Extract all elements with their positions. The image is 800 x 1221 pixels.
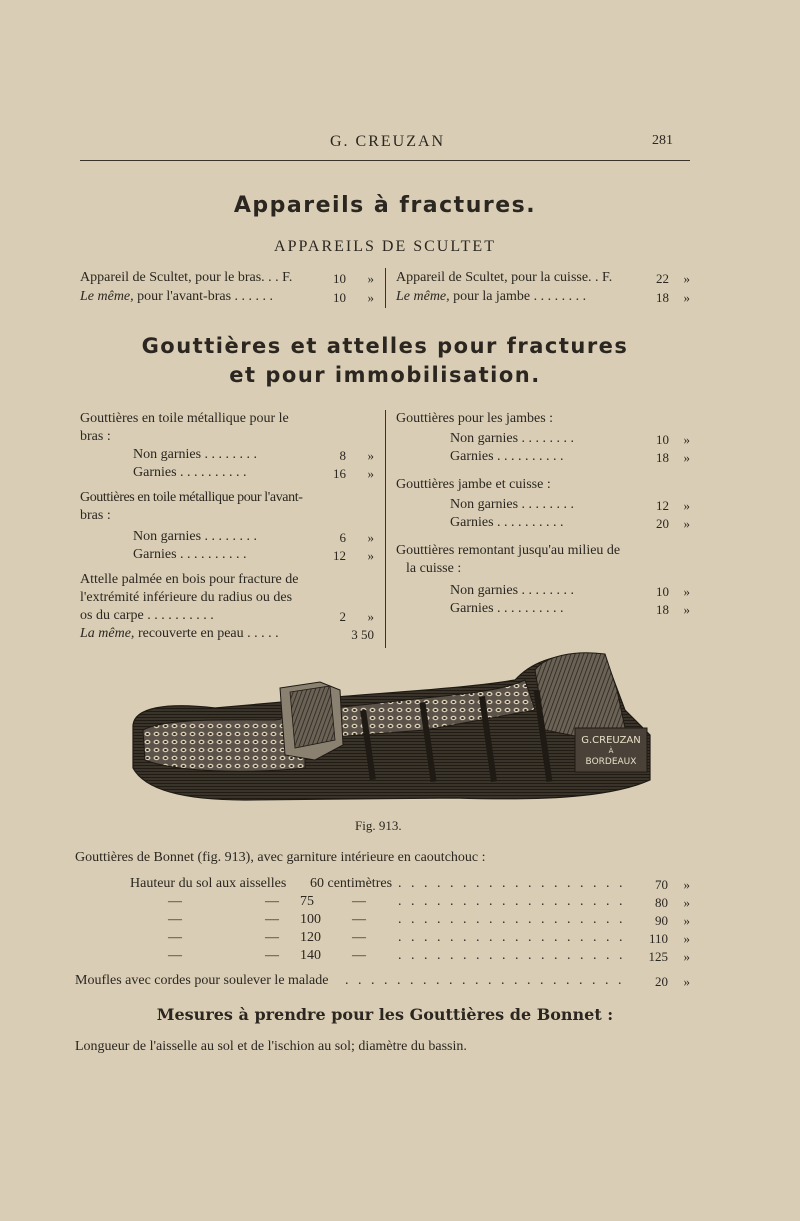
figure-caption: Fig. 913. — [355, 818, 402, 833]
g3-line2: l'extrémité inférieure du radius ou des — [80, 590, 293, 605]
bonnet-row5-price: 125 — [648, 949, 668, 964]
g2-non-garnies-label: Non garnies . . . . . . . . — [133, 529, 258, 544]
moufles-unit: » — [683, 974, 690, 989]
section-title-appareils: Appareils à fractures. — [233, 193, 537, 218]
scultet-avant-bras-price: 10 — [333, 290, 346, 305]
bonnet-row2-a: — — [168, 894, 182, 909]
g1-garnies-price: 16 — [333, 466, 346, 481]
g3-line1: Attelle palmée en bois pour fracture de — [80, 572, 299, 587]
bonnet-splint-illustration — [125, 650, 655, 805]
bonnet-row5-a: — — [168, 948, 182, 963]
bonnet-row1-b: 60 centimètres — [310, 876, 393, 891]
h2-line1: Gouttières jambe et cuisse : — [396, 477, 551, 492]
brand-line-2: À — [608, 747, 614, 755]
bonnet-row4-leader: . . . . . . . . . . . . . . . . . . — [398, 930, 626, 945]
section-subtitle-scultet: APPAREILS DE SCULTET — [274, 238, 496, 255]
bonnet-row2-c: — — [352, 894, 366, 909]
scultet-cuisse-label: Appareil de Scultet, pour la cuisse. . F. — [396, 270, 613, 285]
g2-non-garnies-unit: » — [367, 530, 374, 545]
section-title-gouttieres-1: Gouttières et attelles pour fractures — [141, 334, 629, 358]
g1-line1: Gouttières en toile métallique pour le — [80, 411, 289, 426]
scultet-avant-bras-label: pour l'avant-bras . . . . . . — [137, 289, 274, 304]
g3-line3: os du carpe . . . . . . . . . . — [80, 608, 214, 623]
scultet-bras-label: Appareil de Scultet, pour le bras. . . F. — [80, 270, 293, 285]
bonnet-row4-price: 110 — [648, 931, 668, 946]
g3-price: 2 — [339, 609, 346, 624]
g1-garnies-unit: » — [367, 466, 374, 481]
g3-unit: » — [367, 609, 374, 624]
bonnet-row3-unit: » — [683, 913, 690, 928]
h3-garnies-price: 18 — [656, 602, 669, 617]
scultet-bras-unit: » — [367, 271, 374, 286]
column-divider-2 — [385, 410, 386, 648]
moufles-label: Moufles avec cordes pour soulever le malade — [75, 973, 329, 988]
h2-non-garnies-price: 12 — [656, 498, 669, 513]
bonnet-row1-leader: . . . . . . . . . . . . . . . . . . — [398, 876, 626, 891]
bonnet-row4-m: — — [265, 930, 279, 945]
bonnet-row5-m: — — [265, 948, 279, 963]
scultet-jambe-row — [396, 289, 586, 305]
header-rule — [80, 160, 690, 161]
h2-garnies-unit: » — [683, 516, 690, 531]
scultet-cuisse-unit: » — [683, 271, 690, 286]
bonnet-row2-h: 75 — [300, 894, 314, 909]
g4-label: recouverte en peau . . . . . — [137, 626, 279, 641]
bonnet-row3-c: — — [352, 912, 366, 927]
g1-garnies-label: Garnies . . . . . . . . . . — [133, 465, 247, 480]
mesures-text: Longueur de l'aisselle au sol et de l'ischion au sol; diamètre du bassin. — [75, 1039, 467, 1054]
h3-non-garnies-label: Non garnies . . . . . . . . — [450, 583, 575, 598]
scultet-cuisse-price: 22 — [656, 271, 669, 286]
bonnet-row3-price: 90 — [655, 913, 668, 928]
bonnet-row2-leader: . . . . . . . . . . . . . . . . . . — [398, 894, 626, 909]
h2-garnies-price: 20 — [656, 516, 669, 531]
g2-line1: Gouttières en toile métallique pour l'avant- — [80, 490, 303, 505]
h2-non-garnies-unit: » — [683, 498, 690, 513]
moufles-leader: . . . . . . . . . . . . . . . . . . . . . . — [345, 973, 625, 988]
scultet-jambe-price: 18 — [656, 290, 669, 305]
h3-line2: la cuisse : — [406, 561, 462, 576]
g2-garnies-price: 12 — [333, 548, 346, 563]
bonnet-row5-c: — — [352, 948, 366, 963]
scultet-bras-price: 10 — [333, 271, 346, 286]
h2-non-garnies-label: Non garnies . . . . . . . . — [450, 497, 575, 512]
scultet-avant-bras-row — [80, 289, 273, 305]
g4-italic: La même, — [80, 626, 135, 641]
h3-garnies-unit: » — [683, 602, 690, 617]
bonnet-row2-m: — — [265, 894, 279, 909]
scultet-jambe-italic: Le même, — [396, 289, 450, 304]
bonnet-row5-leader: . . . . . . . . . . . . . . . . . . — [398, 948, 626, 963]
g2-line2: bras : — [80, 508, 111, 523]
bonnet-row2-price: 80 — [655, 895, 668, 910]
running-header-author: G. CREUZAN — [330, 133, 446, 150]
splint-quilted-padding-foot — [143, 716, 305, 771]
h1-non-garnies-price: 10 — [656, 432, 669, 447]
bonnet-row3-m: — — [265, 912, 279, 927]
bonnet-row4-h: 120 — [300, 930, 321, 945]
moufles-price: 20 — [655, 974, 668, 989]
column-divider-1 — [385, 268, 386, 308]
g2-garnies-label: Garnies . . . . . . . . . . — [133, 547, 247, 562]
bonnet-row4-c: — — [352, 930, 366, 945]
brand-line-1: G.CREUZAN — [581, 735, 641, 746]
bonnet-row3-leader: . . . . . . . . . . . . . . . . . . — [398, 912, 626, 927]
bonnet-row3-h: 100 — [300, 912, 321, 927]
h1-garnies-unit: » — [683, 450, 690, 465]
g4-price: 3 50 — [351, 627, 374, 642]
g1-non-garnies-unit: » — [367, 448, 374, 463]
g2-garnies-unit: » — [367, 548, 374, 563]
bonnet-row1-price: 70 — [655, 877, 668, 892]
h3-non-garnies-unit: » — [683, 584, 690, 599]
h3-line1: Gouttières remontant jusqu'au milieu de — [396, 543, 621, 558]
bonnet-row5-h: 140 — [300, 948, 321, 963]
h1-line1: Gouttières pour les jambes : — [396, 411, 554, 426]
bonnet-row5-unit: » — [683, 949, 690, 964]
page-number: 281 — [652, 133, 673, 148]
h3-non-garnies-price: 10 — [656, 584, 669, 599]
splint-back-section — [535, 653, 625, 740]
bonnet-row2-unit: » — [683, 895, 690, 910]
bonnet-row1-unit: » — [683, 877, 690, 892]
scultet-jambe-label: pour la jambe . . . . . . . . — [453, 289, 587, 304]
section-title-mesures: Mesures à prendre pour les Gouttières de Bonnet : — [156, 1005, 614, 1024]
bonnet-intro: Gouttières de Bonnet (fig. 913), avec garniture intérieure en caoutchouc : — [75, 850, 486, 865]
bonnet-row4-unit: » — [683, 931, 690, 946]
g2-non-garnies-price: 6 — [339, 530, 346, 545]
bonnet-row1-a: Hauteur du sol aux aisselles — [130, 876, 287, 891]
h1-non-garnies-unit: » — [683, 432, 690, 447]
g1-non-garnies-label: Non garnies . . . . . . . . — [133, 447, 258, 462]
g4-row — [80, 626, 279, 642]
scultet-avant-bras-italic: Le même, — [80, 289, 134, 304]
g1-non-garnies-price: 8 — [339, 448, 346, 463]
g1-line2: bras : — [80, 429, 111, 444]
section-title-gouttieres-2: et pour immobilisation. — [229, 363, 541, 387]
h3-garnies-label: Garnies . . . . . . . . . . — [450, 601, 564, 616]
brand-line-3: BORDEAUX — [585, 757, 637, 767]
bonnet-row4-a: — — [168, 930, 182, 945]
h1-non-garnies-label: Non garnies . . . . . . . . — [450, 431, 575, 446]
h1-garnies-price: 18 — [656, 450, 669, 465]
scultet-jambe-unit: » — [683, 290, 690, 305]
bonnet-row3-a: — — [168, 912, 182, 927]
h2-garnies-label: Garnies . . . . . . . . . . — [450, 515, 564, 530]
scultet-avant-bras-unit: » — [367, 290, 374, 305]
h1-garnies-label: Garnies . . . . . . . . . . — [450, 449, 564, 464]
splint-foot-strap — [290, 686, 335, 748]
